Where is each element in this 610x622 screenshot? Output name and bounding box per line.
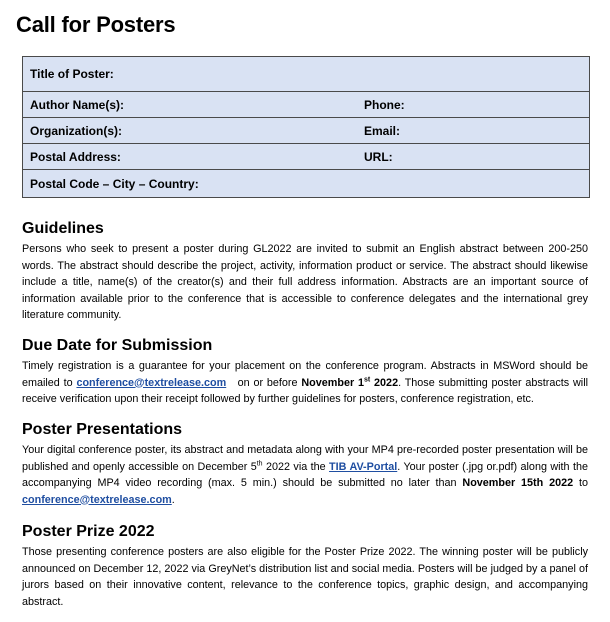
presentations-section [22, 420, 588, 508]
guidelines-heading: Guidelines [22, 220, 104, 237]
postal-address-field[interactable] [30, 150, 364, 164]
presentations-body [22, 442, 588, 508]
prize-body: Those presenting conference posters are also eligible for the Poster Prize 2022. The winning poster will be publicly announced on December 12, 2022 via GreyNet’s distribution list and social media. Posters will be judged by a panel of jurors based on their innovative content, relevance to the conference topics, graphic design, and accompanying abstract. [22, 546, 588, 608]
presentations-deadline: November 15th 2022 [462, 477, 574, 489]
due-date-section [22, 336, 588, 408]
author-names-label: Author Name(s): [30, 97, 125, 112]
presentations-text: . [171, 493, 175, 506]
page-title: Call for Posters [16, 12, 176, 37]
url-field[interactable] [364, 150, 582, 164]
poster-form-table [22, 56, 590, 198]
due-date-text: Timely registration is a guarantee for your placement on the conference program. Abstracts in MSWord should be emailed to [22, 360, 588, 389]
postal-code-label: Postal Code – City – Country: [30, 176, 199, 191]
url-label: URL: [364, 149, 393, 164]
presentations-text: Your digital conference poster, its abstract and metadata along with your MP4 pre-recorded poster presentation will be published and openly accessible on December 5 [22, 444, 588, 473]
guidelines-body: Persons who seek to present a poster during GL2022 are invited to submit an English abstract between 200-250 words. The abstract should describe the project, activity, information product or service. The abstract should likewise include a title, name(s) of the creator(s) and their full address information. Abstracts are an important source of information available prior to the conference that is accessible to conference delegates and the international grey literature community. [22, 243, 588, 321]
title-of-poster-field[interactable] [23, 57, 590, 92]
title-of-poster-label: Title of Poster: [30, 67, 114, 81]
postal-code-field[interactable] [23, 170, 590, 198]
due-date-text: . Those submitting poster abstracts will receive verification upon their receipt followed by further guidelines for posters, conference registration, etc. [22, 376, 588, 405]
author-names-field[interactable] [30, 98, 364, 112]
phone-label: Phone: [364, 97, 405, 112]
prize-heading: Poster Prize 2022 [22, 523, 155, 540]
organizations-label: Organization(s): [30, 123, 122, 138]
presentations-text: to [573, 477, 588, 489]
email-field[interactable] [364, 124, 582, 138]
guidelines-section [22, 219, 588, 324]
presentations-text: 2022 via the [262, 460, 330, 473]
due-date-body [22, 358, 588, 408]
organizations-field[interactable] [30, 124, 364, 138]
presentations-text: . Your poster (.jpg or.pdf) along with the accompanying MP4 video recording (max. 5 min.) should be submitted no later than [22, 460, 588, 489]
postal-address-label: Postal Address: [30, 149, 121, 164]
due-date-value: November 1st 2022 [301, 375, 399, 389]
presentations-sup: th [256, 459, 263, 467]
conference-email-link[interactable]: conference@textrelease.com [76, 376, 227, 389]
phone-field[interactable] [364, 98, 582, 112]
due-date-text: on or before [226, 376, 302, 389]
conference-email-link-2[interactable]: conference@textrelease.com [22, 493, 172, 506]
presentations-heading: Poster Presentations [22, 421, 183, 438]
tib-av-portal-link[interactable]: TIB AV-Portal [329, 460, 398, 473]
email-label: Email: [364, 123, 401, 138]
prize-section [22, 522, 588, 610]
due-date-heading: Due Date for Submission [22, 337, 213, 354]
